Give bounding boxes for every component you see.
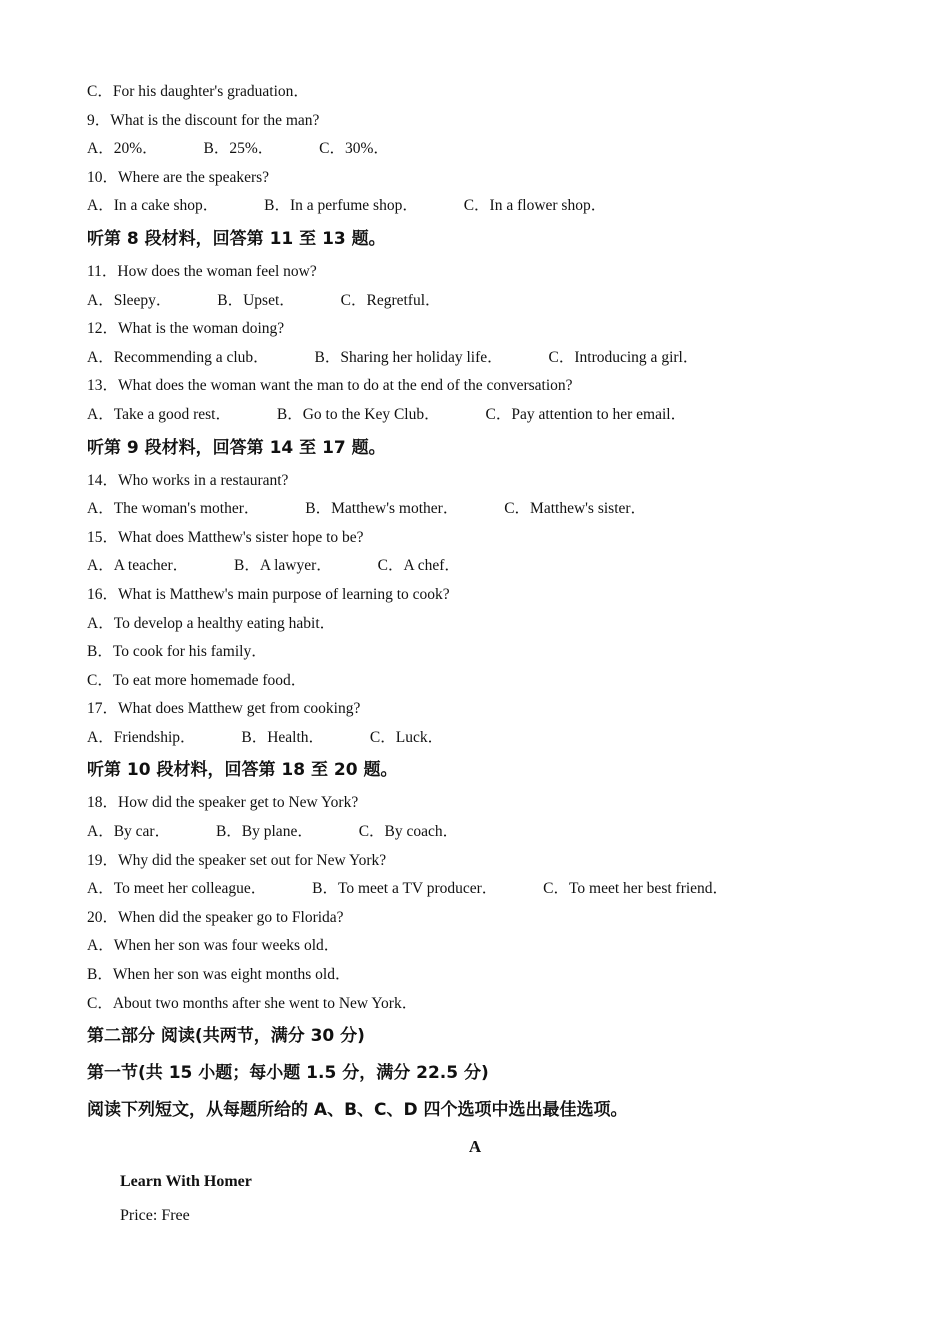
q15-option-c: C．A chef．	[377, 557, 460, 575]
q19-option-b: B．To meet a TV producer．	[312, 880, 498, 898]
q19-option-a: A．To meet her colleague．	[87, 880, 267, 898]
q11-option-b: B．Upset．	[217, 291, 295, 309]
q11-question: 11．How does the woman feel now?	[87, 262, 317, 280]
q14-question: 14．Who works in a restaurant?	[87, 471, 289, 489]
q15-option-a: A．A teacher．	[87, 557, 189, 575]
part2-heading: 第二部分 阅读(共两节，满分 30 分)	[87, 1026, 365, 1047]
q9-question: 9．What is the discount for the man?	[87, 111, 320, 129]
q17-option-c: C．Luck．	[369, 728, 444, 746]
q9-option-a: A．20%．	[87, 140, 158, 158]
q13-option-c: C．Pay attention to her email．	[485, 405, 687, 423]
q10-options	[87, 192, 887, 221]
q13-question: 13．What does the woman want the man to do at the end of the conversation?	[87, 377, 573, 395]
q14-options	[87, 495, 887, 524]
q20-option-a: A．When her son was four weeks old．	[87, 937, 340, 955]
passage-title: Learn With Homer	[120, 1173, 252, 1191]
q11-option-a: A．Sleepy．	[87, 291, 172, 309]
q9-option-c: C．30%．	[319, 140, 389, 158]
q14-option-c: C．Matthew's sister．	[504, 500, 647, 518]
passage-price: Price: Free	[120, 1207, 190, 1225]
q13-option-b: B．Go to the Key Club．	[276, 405, 440, 423]
q18-option-c: C．By coach．	[358, 823, 459, 841]
q16-question: 16．What is Matthew's main purpose of learning to cook?	[87, 585, 450, 603]
q20-option-b: B．When her son was eight months old．	[87, 966, 351, 984]
q17-question: 17．What does Matthew get from cooking?	[87, 700, 361, 718]
q14-option-b: B．Matthew's mother．	[305, 500, 459, 518]
q12-option-c: C．Introducing a girl．	[548, 348, 699, 366]
section10-heading: 听第 10 段材料，回答第 18 至 20 题。	[87, 760, 398, 781]
q17-option-a: A．Friendship．	[87, 728, 196, 746]
q18-option-a: A．By car．	[87, 823, 171, 841]
q18-options	[87, 818, 887, 847]
q12-option-a: A．Recommending a club．	[87, 348, 269, 366]
reading-instruction: 阅读下列短文，从每题所给的 A、B、C、D 四个选项中选出最佳选项。	[87, 1100, 628, 1121]
q15-options	[87, 552, 887, 581]
q10-option-a: A．In a cake shop．	[87, 197, 219, 215]
q18-question: 18．How did the speaker get to New York?	[87, 794, 359, 812]
q14-option-a: A．The woman's mother．	[87, 500, 260, 518]
q9-option-b: B．25%．	[203, 140, 274, 158]
q11-options	[87, 287, 887, 316]
q12-option-b: B．Sharing her holiday life．	[314, 348, 503, 366]
section8-heading: 听第 8 段材料，回答第 11 至 13 题。	[87, 228, 386, 249]
q12-question: 12．What is the woman doing?	[87, 320, 285, 338]
section9-heading: 听第 9 段材料，回答第 14 至 17 题。	[87, 437, 386, 458]
q17-options	[87, 724, 887, 753]
q19-options	[87, 875, 887, 904]
q11-option-c: C．Regretful．	[340, 291, 441, 309]
q15-option-b: B．A lawyer．	[234, 557, 332, 575]
q10-option-c: C．In a flower shop．	[463, 197, 607, 215]
q19-option-c: C．To meet her best friend．	[543, 880, 729, 898]
q16-option-a: A．To develop a healthy eating habit．	[87, 614, 336, 632]
q10-question: 10．Where are the speakers?	[87, 168, 270, 186]
q9-options	[87, 135, 887, 164]
q8-option-c: C．For his daughter's graduation．	[87, 83, 309, 100]
q16-option-b: B．To cook for his family．	[87, 643, 267, 661]
q12-options	[87, 344, 887, 373]
q19-question: 19．Why did the speaker set out for New York?	[87, 851, 387, 869]
q18-option-b: B．By plane．	[215, 823, 313, 841]
q15-question: 15．What does Matthew's sister hope to be?	[87, 528, 364, 546]
q17-option-b: B．Health．	[241, 728, 325, 746]
q13-option-a: A．Take a good rest．	[87, 405, 231, 423]
section1-heading: 第一节(共 15 小题；每小题 1.5 分，满分 22.5 分)	[87, 1063, 489, 1084]
q20-question: 20．When did the speaker go to Florida?	[87, 908, 344, 926]
exam-page	[87, 78, 887, 1233]
passage-letter: A	[468, 1137, 482, 1157]
q20-option-c: C．About two months after she went to New York．	[87, 994, 418, 1012]
q13-options	[87, 401, 887, 430]
q10-option-b: B．In a perfume shop．	[264, 197, 418, 215]
q16-option-c: C．To eat more homemade food．	[87, 671, 307, 689]
